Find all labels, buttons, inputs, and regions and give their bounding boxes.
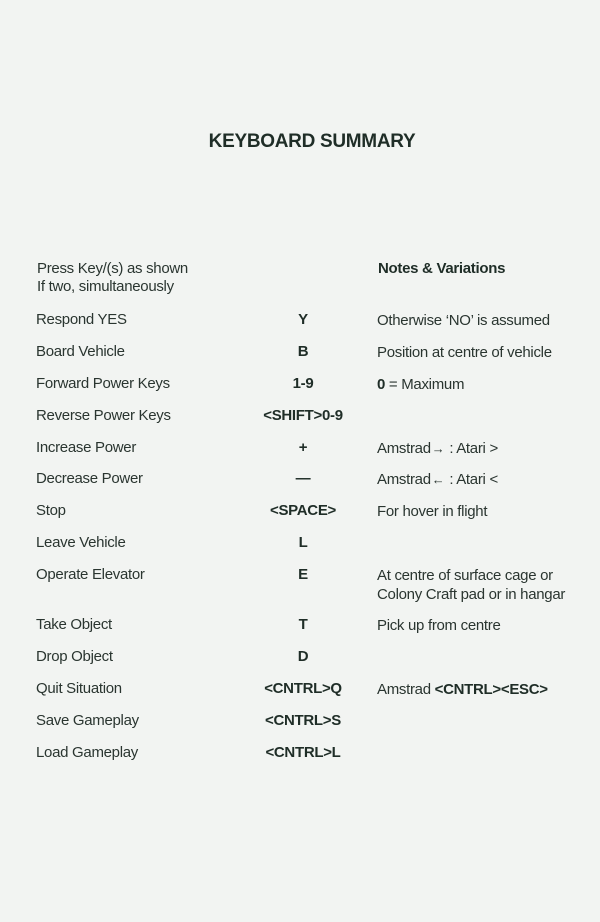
action-label: Save Gameplay	[36, 712, 139, 729]
key-label: —	[295, 470, 311, 487]
action-label: Operate Elevator	[36, 566, 145, 583]
intro-text	[37, 260, 188, 296]
note-bold: <CNTRL><ESC>	[434, 681, 548, 698]
table-row	[0, 744, 600, 766]
key-label: E	[298, 566, 308, 583]
action-label: Drop Object	[36, 648, 113, 665]
note-line-1: At centre of surface cage or	[377, 567, 553, 584]
action-label: Stop	[36, 502, 66, 519]
action-label: Forward Power Keys	[36, 375, 170, 392]
note-text	[377, 439, 498, 458]
table-row	[0, 502, 600, 524]
table-row	[0, 407, 600, 429]
note-part-a: Amstrad	[377, 471, 431, 488]
table-row	[0, 470, 600, 492]
note-rest: = Maximum	[385, 376, 465, 393]
key-label: <SPACE>	[270, 502, 336, 519]
action-label: Board Vehicle	[36, 343, 125, 360]
action-label: Leave Vehicle	[36, 534, 126, 551]
note-part-b: : Atari >	[445, 440, 498, 457]
note-text: Otherwise ‘NO’ is assumed	[377, 312, 550, 329]
page-title: KEYBOARD SUMMARY	[208, 131, 416, 152]
key-label: <SHIFT>0-9	[263, 407, 343, 424]
action-label: Reverse Power Keys	[36, 407, 171, 424]
key-label: <CNTRL>Q	[264, 680, 342, 697]
table-row	[0, 680, 600, 702]
note-text: Pick up from centre	[377, 617, 501, 634]
action-label: Quit Situation	[36, 680, 122, 697]
table-row	[0, 439, 600, 461]
intro-line-1: Press Key/(s) as shown	[37, 260, 188, 277]
action-label: Load Gameplay	[36, 744, 139, 761]
table-row	[0, 311, 600, 333]
note-text	[377, 470, 498, 489]
action-label: Take Object	[36, 616, 112, 633]
left-arrow-icon: ←	[431, 472, 445, 487]
table-row	[0, 712, 600, 734]
key-label: 1-9	[292, 375, 314, 392]
table-row	[0, 343, 600, 365]
table-row	[0, 534, 600, 556]
key-label: L	[298, 534, 308, 551]
key-label: T	[298, 616, 308, 633]
action-label: Respond YES	[36, 311, 127, 328]
note-part-a: Amstrad	[377, 681, 435, 698]
key-label: Y	[298, 311, 308, 328]
table-row	[0, 566, 600, 608]
notes-heading: Notes & Variations	[378, 260, 506, 277]
intro-line-2: If two, simultaneously	[37, 278, 174, 295]
note-text	[377, 375, 464, 394]
table-row	[0, 648, 600, 670]
action-label: Increase Power	[36, 439, 137, 456]
note-text	[377, 566, 565, 604]
right-arrow-icon: →	[431, 441, 445, 456]
key-label: <CNTRL>S	[265, 712, 341, 729]
note-text	[377, 680, 548, 699]
table-row	[0, 375, 600, 397]
action-label: Decrease Power	[36, 470, 143, 487]
key-label: D	[297, 648, 309, 665]
note-line-2: Colony Craft pad or in hangar	[377, 586, 566, 603]
note-part-b: : Atari <	[445, 471, 498, 488]
table-row	[0, 616, 600, 638]
key-label: +	[298, 439, 308, 456]
note-bold: 0	[377, 376, 386, 393]
key-label: <CNTRL>L	[265, 744, 341, 761]
note-text: Position at centre of vehicle	[377, 344, 552, 361]
note-part-a: Amstrad	[377, 440, 431, 457]
note-text: For hover in flight	[377, 503, 488, 520]
key-label: B	[297, 343, 309, 360]
